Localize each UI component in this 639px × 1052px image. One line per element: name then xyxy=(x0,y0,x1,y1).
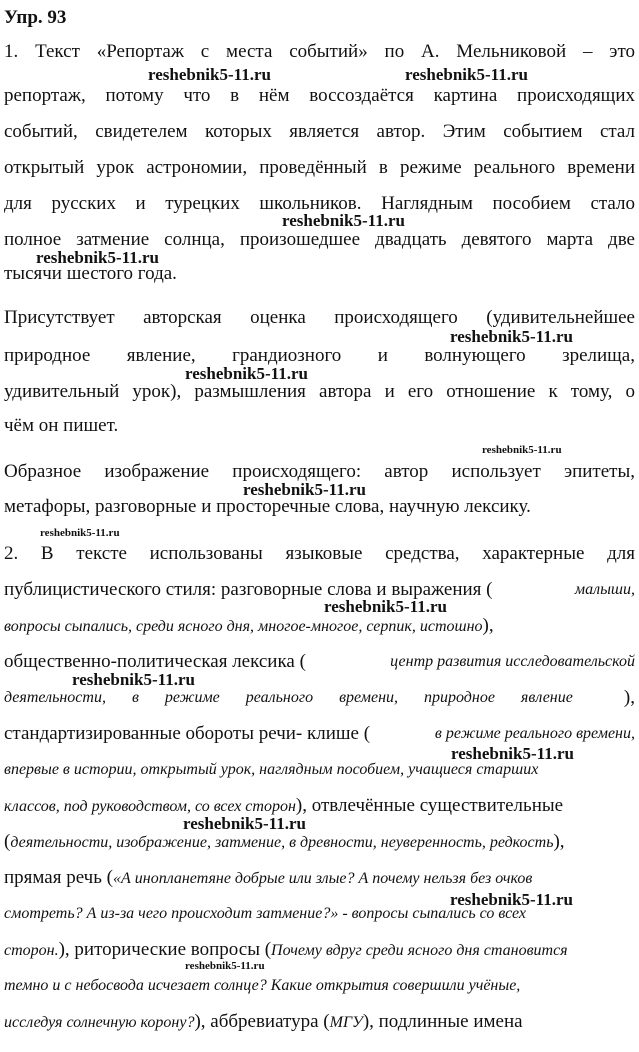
watermark: reshebnik5-11.ru xyxy=(482,444,562,456)
text-line: Присутствует авторская оценка происходящего (удивительнейшее xyxy=(4,307,635,328)
text-segment: ), риторические вопросы ( xyxy=(58,939,272,960)
watermark: reshebnik5-11.ru xyxy=(450,327,573,346)
text-segment: ), отвлечённые существительные xyxy=(295,795,564,816)
text-line: удивительный урок), размышления автора и его отношение к тому, о xyxy=(4,381,635,402)
text-segment: ), подлинные имена xyxy=(362,1011,523,1032)
watermark: reshebnik5-11.ru xyxy=(183,814,306,833)
text-line: чём он пишет. xyxy=(4,415,119,436)
text-line: открытый урок астрономии, проведённый в режиме реального времени xyxy=(4,157,635,178)
example-italic: центр развития исследовательской xyxy=(390,653,635,670)
text-line: полное затмение солнца, произошедшее двадцать девятого марта две xyxy=(4,229,635,250)
text-line: Образное изображение происходящего: автор использует эпитеты, xyxy=(4,461,635,482)
watermark: reshebnik5-11.ru xyxy=(405,65,528,84)
text-line: 2. В тексте использованы языковые средства, характерные для xyxy=(4,543,635,564)
example-italic: впервые в истории, открытый урок, наглядным пособием, учащиеся старших xyxy=(4,761,539,778)
watermark: reshebnik5-11.ru xyxy=(72,670,195,689)
watermark: reshebnik5-11.ru xyxy=(40,527,120,539)
example-italic: исследуя солнечную корону? xyxy=(4,1014,195,1031)
text-line xyxy=(4,722,635,746)
watermark: reshebnik5-11.ru xyxy=(450,890,573,909)
example-italic: МГУ xyxy=(329,1014,363,1031)
text-line: репортаж, потому что в нём воссоздаётся картина происходящих xyxy=(4,85,635,106)
text-line xyxy=(4,614,635,639)
example-italic: деятельности, изображение, затмение, в древности, неуверенность, редкость xyxy=(10,834,554,851)
example-italic: Почему вдруг среди ясного дня становится xyxy=(271,942,568,959)
text-line xyxy=(4,578,635,602)
watermark: reshebnik5-11.ru xyxy=(324,597,447,616)
example-italic: «А инопланетяне добрые или злые? А почему нельзя без очков xyxy=(112,870,533,887)
text-line: для русских и турецких школьников. Наглядным пособием стало xyxy=(4,193,635,214)
text-line xyxy=(4,830,635,855)
example-italic: сторон. xyxy=(4,942,59,959)
exercise-title: Упр. 93 xyxy=(4,7,67,28)
example-italic: малыши, xyxy=(574,581,635,598)
watermark: reshebnik5-11.ru xyxy=(36,248,159,267)
text-line: природное явление, грандиозного и волнующего зрелища, xyxy=(4,345,635,366)
text-segment: прямая речь ( xyxy=(4,867,113,888)
text-line xyxy=(4,938,635,963)
example-italic: в режиме реального времени, xyxy=(434,725,635,742)
watermark: reshebnik5-11.ru xyxy=(185,364,308,383)
example-italic: деятельности, в режиме реального времени, природное явление xyxy=(4,689,573,706)
watermark: reshebnik5-11.ru xyxy=(185,960,265,972)
example-italic: смотреть? А из-за чего происходит затмение?» - вопросы сыпались со всех xyxy=(4,905,526,922)
text-segment: стандартизированные обороты речи- клише ( xyxy=(4,723,371,744)
example-italic: классов, под руководством, со всех сторон xyxy=(4,798,296,815)
example-italic: вопросы сыпались, среди ясного дня, многое-многое, серпик, истошно xyxy=(4,618,483,635)
text-segment: ( xyxy=(4,831,11,852)
text-line: тысячи шестого года. xyxy=(4,263,177,284)
text-line: событий, свидетелем которых является автор. Этим событием стал xyxy=(4,121,635,142)
text-line xyxy=(4,794,635,819)
text-line xyxy=(4,1010,635,1035)
text-segment: публицистического стиля: разговорные слова и выражения ( xyxy=(4,579,493,600)
text-segment: ), xyxy=(623,687,635,708)
example-italic: темно и с небосвода исчезает солнце? Какие открытия совершили учёные, xyxy=(4,977,521,994)
watermark: reshebnik5-11.ru xyxy=(451,744,574,763)
text-line: 1. Текст «Репортаж с места событий» по А. Мельниковой – это xyxy=(4,41,635,62)
watermark: reshebnik5-11.ru xyxy=(148,65,271,84)
text-line xyxy=(4,866,635,891)
watermark: reshebnik5-11.ru xyxy=(243,480,366,499)
text-segment: общественно-политическая лексика ( xyxy=(4,651,306,672)
text-segment: ), xyxy=(553,831,565,852)
text-segment: ), xyxy=(482,615,494,636)
text-segment: ), аббревиатура ( xyxy=(194,1011,330,1032)
watermark: reshebnik5-11.ru xyxy=(282,211,405,230)
text-line: метафоры, разговорные и просторечные слова, научную лексику. xyxy=(4,496,531,517)
